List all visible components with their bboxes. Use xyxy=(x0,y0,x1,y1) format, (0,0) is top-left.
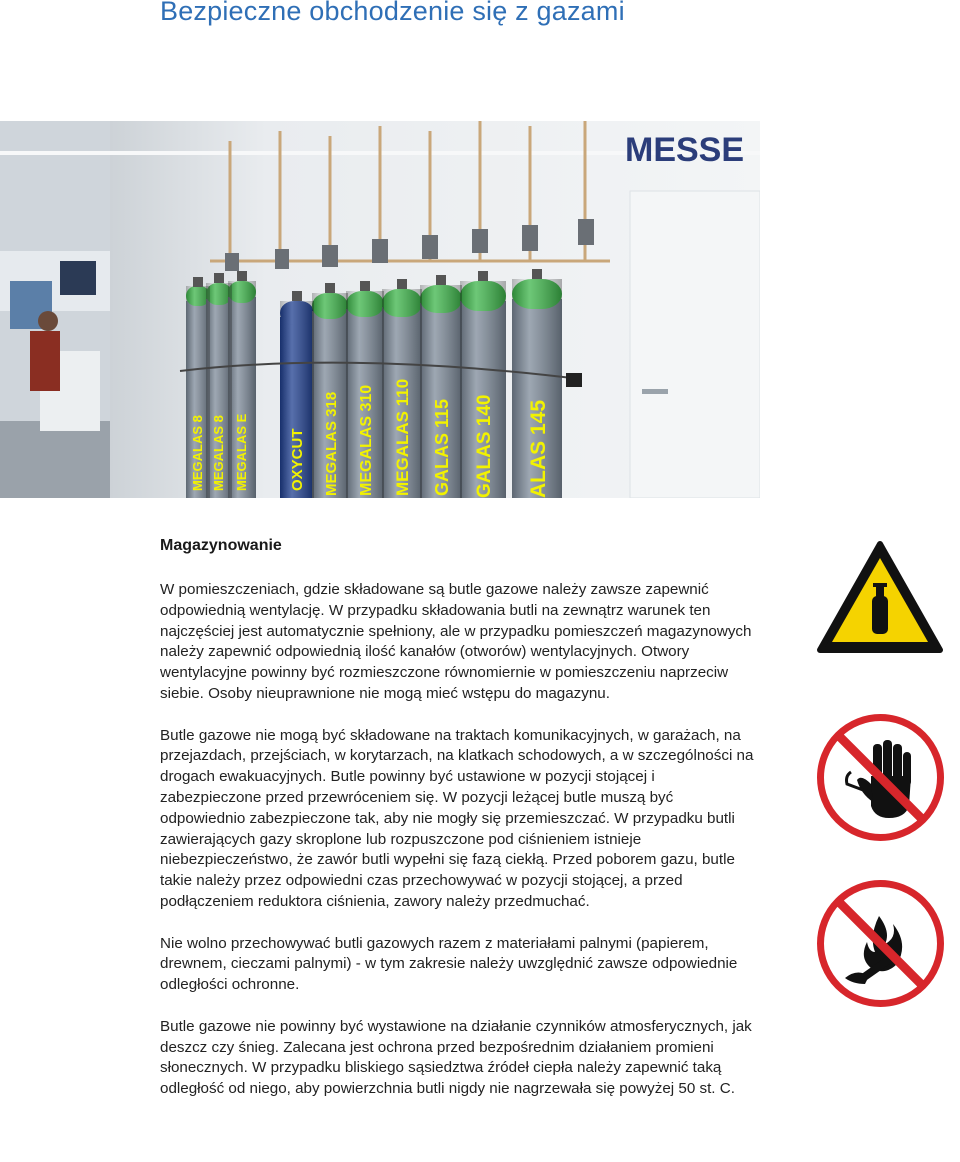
page-title: Bezpieczne obchodzenie się z gazami xyxy=(160,0,625,26)
cylinder-label: MEGALAS 8 xyxy=(211,415,226,491)
paragraph: Butle gazowe nie powinny być wystawione na działanie czynników atmosferycznych, jak deszcz czy śnieg. Zalecana jest ochrona przed bezpośrednim działaniem promieni słonecznych. W przypadku bliskiego sąsiedztwa źródeł ciepła należy zapewnić taką odległość od niego, aby powierzchnia butli nigdy nie nagrzewała się powyżej 50 st. C. xyxy=(160,1017,752,1098)
paragraph: Butle gazowe nie mogą być składowane na traktach komunikacyjnych, w garażach, na przejazdach, przejściach, w korytarzach, na klatkach schodowych, a w szczególności na drogach ewakuacyjnych. Butle powinny być ustawione w pozycji stojącej i zabezpieczone przed przewróceniem się. W pozycji leżącej butle muszą być odpowiednio zabezpieczone tak, aby nie mogły się przemieszczać. W przypadku butli zawierających gazy skroplone lub rozpuszczone pod ciśnieniem istnieje niebezpieczeństwo, że zawór butli wypełni się fazą ciekłą. Przed poborem gazu, butle takie należy przez odpowiedni czas przechowywać w pozycji stojącej, a przed podłączeniem reduktora ciśnienia, zawory należy przedmuchać. xyxy=(160,726,754,910)
cylinder-label: MEGALAS 110 xyxy=(393,378,412,496)
section-heading: Magazynowanie xyxy=(160,537,282,554)
cylinder-label: MEGALAS 310 xyxy=(358,384,375,496)
cylinder-label: GALAS 140 xyxy=(474,394,495,498)
cylinder-label: OXYCUT xyxy=(289,428,306,491)
gas-cylinder-storage-photo xyxy=(0,121,760,498)
no-unauthorized-entry-icon xyxy=(817,714,944,841)
messe-sign-text: MESSE xyxy=(625,131,745,169)
paragraph: W pomieszczeniach, gdzie składowane są butle gazowe należy zawsze zapewnić odpowiednią wentylację. W przypadku składowania butli na zewnątrz warunek ten najczęściej jest automatycznie spełniony, ale w przypadku pomieszczeń magazynowych należy zapewnić odpowiednią ilość kanałów (otworów) wentylacyjnych. Otwory wentylacyjne powinny być rozmieszczone równomiernie w pomieszczeniu naprzeciw siebie. Osoby nieuprawnione nie mogą mieć wstępu do magazynu. xyxy=(160,581,752,702)
no-open-flame-icon xyxy=(817,880,944,1007)
cylinder-label: GALAS 115 xyxy=(432,398,452,496)
cylinder-label: ALAS 145 xyxy=(527,399,550,498)
gas-cylinder-warning-icon xyxy=(816,540,944,654)
paragraph: Nie wolno przechowywać butli gazowych razem z materiałami palnymi (papierem, drewnem, cieczami palnymi) - w tym zakresie należy uwzględnić zawsze odpowiednie odległości ochronne. xyxy=(160,934,738,994)
cylinder-label: MEGALAS 318 xyxy=(323,391,340,496)
cylinder-label: MEGALAS 8 xyxy=(190,415,205,491)
section-body xyxy=(160,580,760,1121)
cylinder-label: MEGALAS E xyxy=(234,413,249,491)
